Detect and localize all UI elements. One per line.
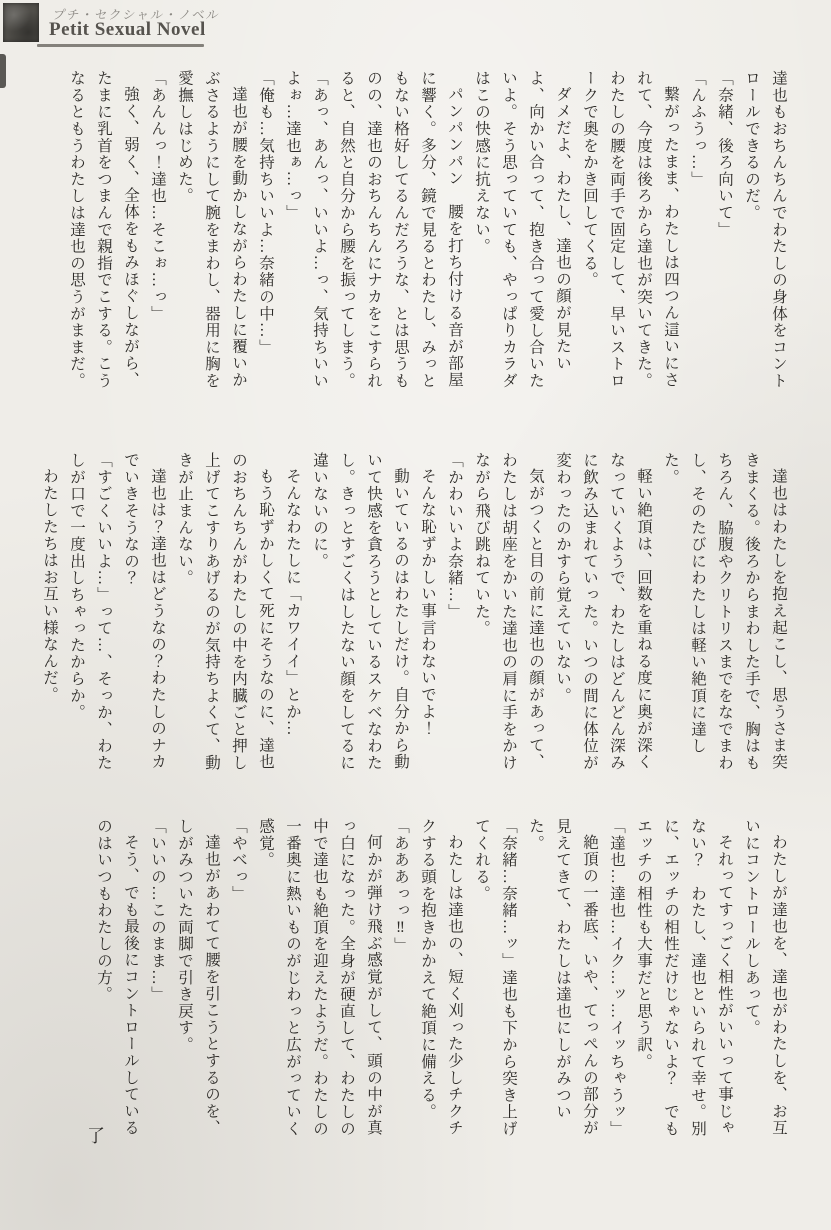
paragraph: 「俺も…気持ちいいよ…奈緒の中…」	[257, 70, 274, 356]
series-title-japanese: プチ・セクシャル・ノベル	[51, 8, 222, 22]
paragraph: それってすっごく相性がいいって事じゃない？ わたし、達也といられて幸せ。別に、エッチの相性だけじゃないよ？ でもエッチの相性も大事だと思う訳。	[635, 818, 733, 1138]
paragraph: 「すごくいいよ…」って…、そっか、わたしが口で一度出しちゃったからか。	[68, 452, 112, 772]
paragraph: 達也が腰を動かしながらわたしに覆いかぶさるようにして腕をまわし、器用に胸を愛撫しはじめた。	[176, 70, 247, 390]
paragraph: 「奈緒、後ろ向いて」	[716, 70, 733, 238]
paragraph: 「あっ、あんっ、いいよ…っ、気持ちいいよぉ…達也ぁ…っ」	[284, 70, 328, 390]
series-title-english: Petit Sexual Novel	[49, 19, 206, 40]
publisher-logo-square	[3, 3, 39, 42]
scan-edge-artifact	[0, 54, 6, 88]
paragraph: わたしたちはお互い様なんだ。	[41, 467, 58, 703]
paragraph: そんなわたしに「カワイイ」とか…	[284, 467, 301, 737]
paragraph: 達也はわたしを抱え起こし、思うさま突きまくる。後ろからまわした手で、胸はもちろん、脇腹やクリトリスまでをなでまわし、そのたびにわたしは軽い絶頂に達した。	[662, 452, 787, 772]
paragraph: 「やべっ」	[230, 818, 247, 902]
text-block-bottom	[90, 818, 792, 1148]
text-block-middle	[36, 452, 792, 785]
header-underline	[37, 44, 204, 47]
paragraph: 「いいの…このまま…」	[149, 818, 166, 1003]
paragraph: 繋がったまま、わたしは四つん這いにされて、今度は後ろから達也が突いてきた。わたしの腰を両手で固定して、早いストロークで奥をかき回してくる。	[581, 70, 679, 390]
paragraph: 達也があわてて腰を引こうとするのを、しがみついた両脚で引き戻す。	[176, 818, 220, 1136]
paragraph: 「あんんっ！達也…そこぉ…っ」	[149, 70, 166, 322]
paragraph: 気がつくと目の前に達也の顔があって、わたしは胡座をかいた達也の肩に手をかけながら飛び跳ねていた。	[473, 452, 544, 772]
text-block-top	[63, 70, 792, 400]
paragraph: もう恥ずかしくて死にそうなのに、達也のおちんちんがわたしの中を内臓ごと押し上げてこすりあげるのが気持ちよくて、動きが止まんない。	[176, 452, 274, 772]
paragraph: ダメだよ、わたし、達也の顔が見たいよ、向かい合って、抱き合って愛し合いたいよ。そう思っていても、やっぱりカラダはこの快感に抗えない。	[473, 70, 571, 390]
paragraph: 「奈緒…奈緒…ッ」達也も下から突き上げてくれる。	[473, 818, 517, 1138]
paragraph: そんな恥ずかしい事言わないでよ！	[419, 467, 436, 737]
paragraph: 何かが弾け飛ぶ感覚がして、頭の中が真っ白になった。全身が硬直して、わたしの中で達也も絶頂を迎えたようだ。わたしの一番奥に熱いものがじわっと広がっていく感覚。	[257, 818, 382, 1138]
paragraph: 「かわいいよ奈緒…」	[446, 452, 463, 620]
paragraph: 動いているのはわたしだけ。自分から動いて快感を貪ろうとしているスケベなわたし。きっとすごくはしたない顔をしてるに違いないのに。	[311, 452, 409, 772]
paragraph: 「んふうっ…」	[689, 70, 706, 188]
page-header	[0, 0, 260, 52]
paragraph: 達也は？達也はどうなの？わたしのナカでいきそうなの？	[122, 452, 166, 770]
paragraph: わたしが達也を、達也がわたしを、お互いにコントロールしあって。	[743, 818, 787, 1136]
paragraph: パンパンパン 腰を打ち付ける音が部屋に響く。多分、鏡で見るとわたし、みっともない格好してるんだろうな、とは思うものの、達也のおちんちんにナカをこすられると、自然と自分から腰を振ってしまう。	[338, 70, 463, 390]
paragraph: 「達也…達也…イク…ッ…イッちゃうッ」	[608, 818, 625, 1138]
paragraph: 軽い絶頂は、回数を重ねる度に奥が深くなっていくようで、わたしはどんどん深みに飲み込まれていった。いつの間に体位が変わったのかすら覚えていない。	[554, 452, 652, 772]
paragraph: 絶頂の一番底、いや、てっぺんの部分が見えてきて、わたしは達也にしがみついた。	[527, 818, 598, 1136]
paragraph: 「あああっっ‼」	[392, 818, 409, 954]
paragraph: 強く、弱く、全体をもみほぐしながら、たまに乳首をつまんで親指でこする。こうなるともうわたしは達也の思うがままだ。	[68, 70, 139, 390]
paragraph: 達也もおちんちんでわたしの身体をコントロールできるのだ。	[743, 70, 787, 390]
paragraph: わたしは達也の、短く刈った少しチクチクする頭を抱きかかえて絶頂に備える。	[419, 818, 463, 1136]
paragraph: そう、でも最後にコントロールしているのはいつもわたしの方。	[95, 818, 139, 1136]
end-mark: 了	[87, 1126, 105, 1146]
